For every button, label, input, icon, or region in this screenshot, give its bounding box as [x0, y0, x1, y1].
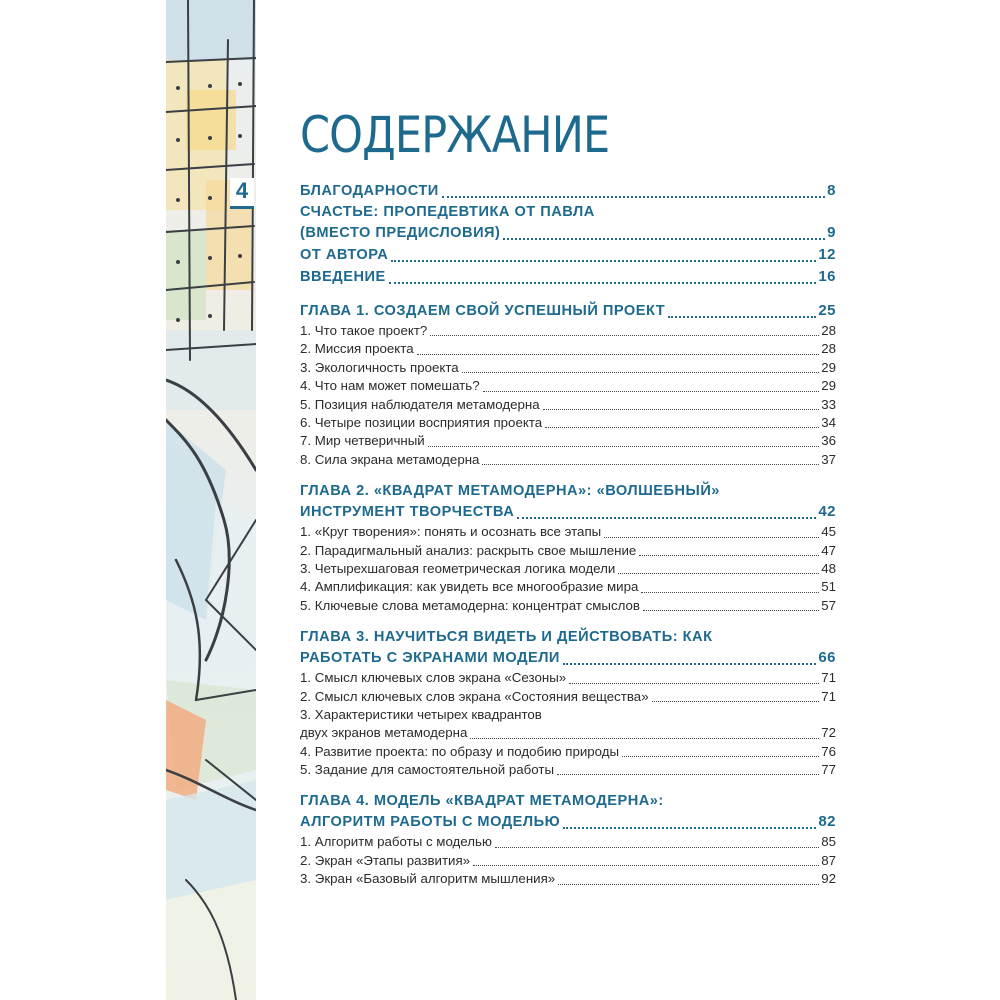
- dot-leader: [604, 537, 819, 538]
- dot-leader: [389, 282, 817, 284]
- section-page: 47: [821, 542, 836, 558]
- toc-section[interactable]: [300, 688, 836, 706]
- dot-leader: [430, 335, 819, 336]
- dot-leader: [622, 756, 819, 757]
- dot-leader: [462, 372, 819, 373]
- toc-section[interactable]: [300, 578, 836, 596]
- toc-section[interactable]: [300, 597, 836, 615]
- section-title: 4. Развитие проекта: по образу и подобию природы: [300, 743, 620, 759]
- section-title: 7. Мир четверичный: [300, 433, 425, 449]
- section-page: 28: [821, 323, 836, 338]
- section-page: 33: [821, 396, 836, 412]
- section-page: 71: [821, 688, 836, 704]
- chapter-title: РАБОТАТЬ С ЭКРАНАМИ МОДЕЛИ: [300, 650, 560, 667]
- section-title: 1. Алгоритм работы с моделью: [300, 834, 492, 850]
- dot-leader: [643, 610, 819, 611]
- dot-leader: [503, 238, 825, 240]
- section-title: 8. Сила экрана метамодерна: [300, 451, 480, 467]
- section-page: 87: [821, 852, 836, 868]
- section-page: 92: [821, 871, 836, 887]
- toc-section[interactable]: [300, 560, 836, 578]
- dot-leader: [517, 517, 816, 519]
- toc-section[interactable]: [300, 833, 836, 851]
- section-title-line: 3. Характеристики четырех квадрантов: [300, 707, 542, 723]
- toc-entry-happiness[interactable]: [300, 202, 836, 244]
- toc-entry-acknowledgements[interactable]: [300, 180, 836, 202]
- chapter-title: ИНСТРУМЕНТ ТВОРЧЕСТВА: [300, 504, 515, 521]
- section-title: 1. Смысл ключевых слов экрана «Сезоны»: [300, 670, 567, 686]
- toc-section[interactable]: [300, 414, 836, 432]
- section-title: 1. «Круг творения»: понять и осознать все этапы: [300, 524, 602, 540]
- toc-section[interactable]: [300, 542, 836, 560]
- dot-leader: [417, 354, 820, 355]
- page-number: 4: [230, 178, 254, 209]
- dot-leader: [470, 738, 819, 739]
- dot-leader: [618, 573, 819, 574]
- dot-leader: [482, 464, 819, 465]
- dot-leader: [543, 409, 820, 410]
- dot-leader: [639, 555, 819, 556]
- table-of-contents: [300, 180, 836, 889]
- chapter-title-line: ГЛАВА 3. НАУЧИТЬСЯ ВИДЕТЬ И ДЕЙСТВОВАТЬ: КАК: [300, 629, 713, 646]
- toc-entry-title: БЛАГОДАРНОСТИ: [300, 183, 439, 199]
- section-title: 1. Что такое проект?: [300, 323, 428, 338]
- section-title: двух экранов метамодерна: [300, 725, 468, 741]
- toc-entry-title-line: СЧАСТЬЕ: ПРОПЕДЕВТИКА ОТ ПАВЛА: [300, 204, 595, 220]
- section-title: 5. Позиция наблюдателя метамодерна: [300, 396, 540, 412]
- page-title: СОДЕРЖАНИЕ: [300, 106, 610, 164]
- toc-entry-page: 16: [818, 268, 836, 285]
- chapter-page: 66: [818, 649, 836, 667]
- section-title: 2. Парадигмальный анализ: раскрыть свое мышление: [300, 542, 637, 558]
- toc-chapter-3[interactable]: [300, 627, 836, 669]
- toc-section[interactable]: [300, 706, 836, 742]
- section-title: 4. Что нам может помешать?: [300, 378, 480, 394]
- toc-section[interactable]: [300, 396, 836, 414]
- section-title: 2. Миссия проекта: [300, 341, 414, 357]
- dot-leader: [545, 427, 819, 428]
- toc-entry-page: 8: [827, 182, 836, 199]
- toc-entry-introduction[interactable]: [300, 266, 836, 288]
- toc-section[interactable]: [300, 761, 836, 779]
- section-page: 28: [821, 341, 836, 357]
- dot-leader: [558, 884, 819, 885]
- toc-entry-from-author[interactable]: [300, 244, 836, 266]
- toc-entry-title: (ВМЕСТО ПРЕДИСЛОВИЯ): [300, 225, 501, 241]
- dot-leader: [563, 827, 816, 829]
- section-page: 34: [821, 415, 836, 431]
- toc-section[interactable]: [300, 322, 836, 340]
- toc-entry-title: ОТ АВТОРА: [300, 247, 389, 263]
- section-title: 2. Экран «Этапы развития»: [300, 852, 471, 868]
- toc-chapter-2[interactable]: [300, 481, 836, 523]
- toc-section[interactable]: [300, 669, 836, 687]
- toc-section[interactable]: [300, 451, 836, 469]
- toc-section[interactable]: [300, 852, 836, 870]
- section-title: 3. Экологичность проекта: [300, 359, 459, 375]
- chapter-title-line: ГЛАВА 2. «КВАДРАТ МЕТАМОДЕРНА»: «ВОЛШЕБНЫЙ»: [300, 483, 720, 500]
- dot-leader: [641, 592, 819, 593]
- toc-entry-title: ВВЕДЕНИЕ: [300, 269, 386, 285]
- toc-section[interactable]: [300, 743, 836, 761]
- section-title: 5. Задание для самостоятельной работы: [300, 761, 554, 777]
- section-page: 71: [821, 670, 836, 686]
- dot-leader: [495, 847, 819, 848]
- toc-entry-page: 12: [818, 246, 836, 263]
- dot-leader: [557, 774, 819, 775]
- dot-leader: [428, 446, 819, 447]
- section-page: 48: [821, 561, 836, 577]
- chapter-title: АЛГОРИТМ РАБОТЫ С МОДЕЛЬЮ: [300, 814, 561, 831]
- chapter-page: 25: [818, 302, 836, 319]
- decorative-illustration: [166, 0, 256, 1000]
- section-title: 2. Смысл ключевых слов экрана «Состояния вещества»: [300, 688, 649, 704]
- dot-leader: [563, 663, 816, 665]
- dot-leader: [391, 260, 816, 262]
- section-page: 77: [821, 761, 836, 777]
- section-page: 29: [821, 378, 836, 394]
- dot-leader: [483, 391, 820, 392]
- section-page: 51: [821, 579, 836, 595]
- toc-chapter-1[interactable]: [300, 300, 836, 322]
- section-title: 3. Четырехшаговая геометрическая логика модели: [300, 561, 616, 577]
- section-title: 5. Ключевые слова метамодерна: концентрат смыслов: [300, 597, 640, 613]
- toc-chapter-4[interactable]: [300, 791, 836, 833]
- section-page: 37: [821, 451, 836, 467]
- chapter-title-line: ГЛАВА 4. МОДЕЛЬ «КВАДРАТ МЕТАМОДЕРНА»:: [300, 793, 664, 810]
- section-title: 4. Амплификация: как увидеть все многообразие мира: [300, 579, 639, 595]
- section-title: 6. Четыре позиции восприятия проекта: [300, 415, 543, 431]
- section-page: 76: [821, 743, 836, 759]
- chapter-page: 82: [818, 813, 836, 831]
- toc-section[interactable]: [300, 359, 836, 377]
- section-title: 3. Экран «Базовый алгоритм мышления»: [300, 871, 556, 887]
- toc-section[interactable]: [300, 377, 836, 395]
- toc-section[interactable]: [300, 340, 836, 358]
- toc-section[interactable]: [300, 523, 836, 541]
- toc-section[interactable]: [300, 432, 836, 450]
- section-page: 45: [821, 524, 836, 540]
- dot-leader: [473, 865, 819, 866]
- dot-leader: [652, 701, 820, 702]
- dot-leader: [569, 683, 819, 684]
- chapter-page: 42: [818, 503, 836, 521]
- dot-leader: [668, 316, 816, 318]
- section-page: 72: [821, 725, 836, 741]
- chapter-title: ГЛАВА 1. СОЗДАЕМ СВОЙ УСПЕШНЫЙ ПРОЕКТ: [300, 303, 666, 319]
- section-page: 29: [821, 359, 836, 375]
- section-page: 85: [821, 834, 836, 850]
- section-page: 36: [821, 433, 836, 449]
- toc-section[interactable]: [300, 870, 836, 888]
- section-page: 57: [821, 597, 836, 613]
- toc-entry-page: 9: [827, 224, 836, 241]
- dot-leader: [442, 196, 825, 198]
